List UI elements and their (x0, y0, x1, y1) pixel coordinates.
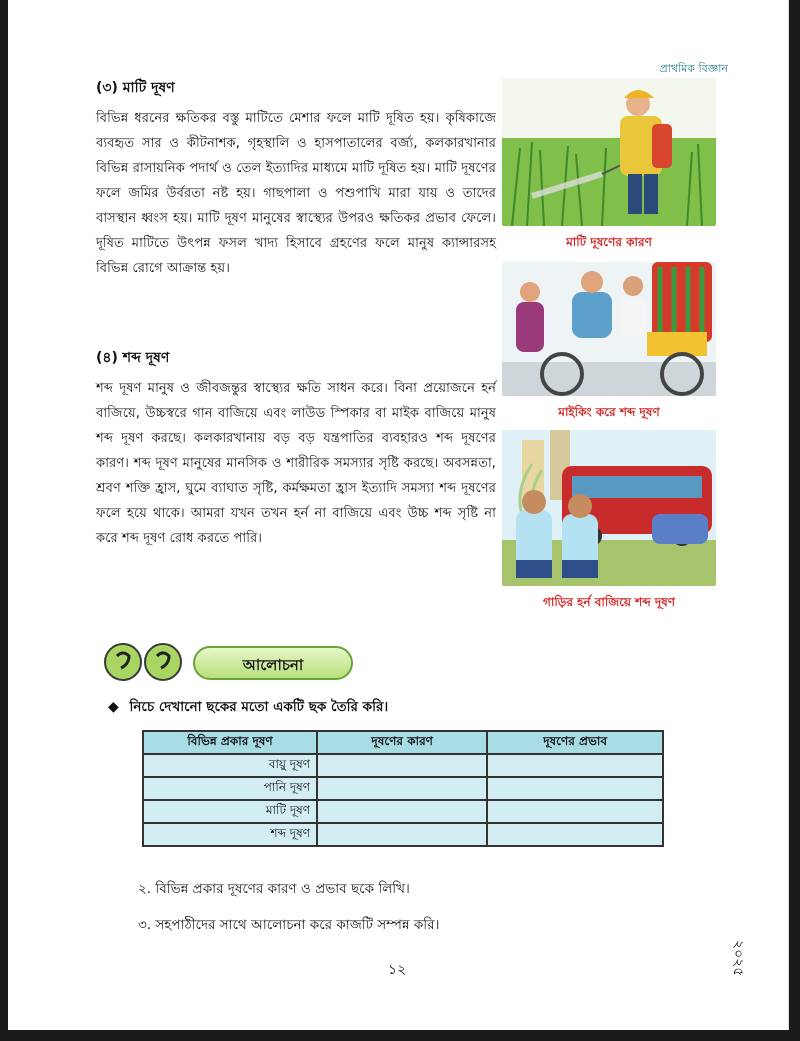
table-header-row (143, 731, 663, 754)
table-cell (487, 823, 663, 846)
table-cell (317, 754, 487, 777)
table-row (143, 754, 663, 777)
figure-caption: মাটি দূষণের কারণ (566, 235, 652, 249)
pollution-table (142, 730, 664, 847)
textbook-page (8, 0, 789, 1030)
table-row-label: শব্দ দূষণ (143, 823, 317, 846)
figure-caption: মাইকিং করে শব্দ দূষণ (558, 405, 660, 419)
section-paragraph: শব্দ দূষণ মানুষ ও জীবজন্তুর স্বাস্থ্যের ক্ষতি সাধন করে। বিনা প্রয়োজনে হর্ন বাজিয়ে, উচ্চস্বরে গান বাজিয়ে এবং লাউড স্পিকার বা মাইক বাজিয়ে মানুষ শব্দ দূষণ করছে। কলকারখানায় বড় বড় যন্ত্রপাতির ব্যবহারও শব্দ দূষণের কারণ। শব্দ দূষণ মানুষের মানসিক ও শারীরিক সমস্যার সৃষ্টি করছে। অবসন্নতা, শ্রবণ শক্তি হ্রাস, ঘুমে ব্যাঘাত সৃষ্টি, কর্মক্ষমতা হ্রাস ইত্যাদি সমস্যা শব্দ দূষণের ফলে হয়ে থাকে। আমরা যখন তখন হর্ন না বাজিয়ে এবং উচ্চ শব্দ সৃষ্টি না করে শব্দ দূষণ রোধ করতে পারি। (96, 381, 496, 546)
farmer-spraying-illustration (502, 78, 716, 226)
figure-microphone-noise (502, 262, 716, 424)
table-header-cell: দূষণের কারণ (317, 731, 487, 754)
table-cell (487, 777, 663, 800)
table-row (143, 777, 663, 800)
figure-caption: গাড়ির হর্ন বাজিয়ে শব্দ দূষণ (542, 595, 676, 609)
discussion-quote-icon (103, 642, 187, 682)
table-row (143, 800, 663, 823)
section-noise-pollution (96, 346, 496, 551)
task-instruction: ৩. সহপাঠীদের সাথে আলোচনা করে কাজটি সম্পন্ন করি। (138, 917, 440, 933)
section-soil-pollution (96, 76, 496, 281)
table-cell (317, 823, 487, 846)
table-cell (487, 800, 663, 823)
table-cell (487, 754, 663, 777)
bus-horn-illustration (502, 430, 716, 586)
figure-soil-pollution (502, 78, 716, 254)
diamond-bullet-icon: ◆ (108, 699, 119, 715)
table-row-label: পানি দূষণ (143, 777, 317, 800)
table-row (143, 823, 663, 846)
table-header-cell: বিভিন্ন প্রকার দূষণ (143, 731, 317, 754)
task-instruction (108, 696, 388, 719)
discussion-section (103, 640, 363, 686)
table-row-label: মাটি দূষণ (143, 800, 317, 823)
figure-horn-noise (502, 430, 716, 614)
side-year-number: ২০২৫ (730, 940, 746, 977)
task-instruction: ২. বিভিন্ন প্রকার দূষণের কারণ ও প্রভাব ছকে লিখি। (138, 881, 410, 897)
section-title: (৪) শব্দ দূষণ (96, 350, 170, 366)
table-cell (317, 800, 487, 823)
rickshaw-mic-illustration (502, 262, 716, 396)
table-cell (317, 777, 487, 800)
page-number: ১২ (388, 962, 407, 978)
table-row-label: বায়ু দূষণ (143, 754, 317, 777)
subject-header: প্রাথমিক বিজ্ঞান (659, 62, 728, 75)
section-paragraph: বিভিন্ন ধরনের ক্ষতিকর বস্তু মাটিতে মেশার ফলে মাটি দূষিত হয়। কৃষিকাজে ব্যবহৃত সার ও কীটনাশক, গৃহস্থালি ও হাসপাতালের বর্জ্য, কলকারখানার বিভিন্ন রাসায়নিক পদার্থ ও তেল ইত্যাদির মাধ্যমে মাটি দূষিত হয়। মাটি দূষণের ফলে জমির উর্বরতা নষ্ট হয়। গাছপালা ও পশুপাখি মারা যায় ও তাদের বাসস্থান ধ্বংস হয়। মাটি দূষণ মানুষের স্বাস্থ্যের উপরও ক্ষতিকর প্রভাব ফেলে। দূষিত মাটিতে উৎপন্ন ফসল খাদ্য হিসাবে গ্রহণের ফলে মানুষ ক্যান্সারসহ বিভিন্ন রোগে আক্রান্ত হয়। (96, 111, 496, 276)
discussion-label: আলোচনা (193, 646, 353, 680)
table-header-cell: দূষণের প্রভাব (487, 731, 663, 754)
task-text: নিচে দেখানো ছকের মতো একটি ছক তৈরি করি। (129, 699, 389, 715)
section-title: (৩) মাটি দূষণ (96, 80, 175, 96)
